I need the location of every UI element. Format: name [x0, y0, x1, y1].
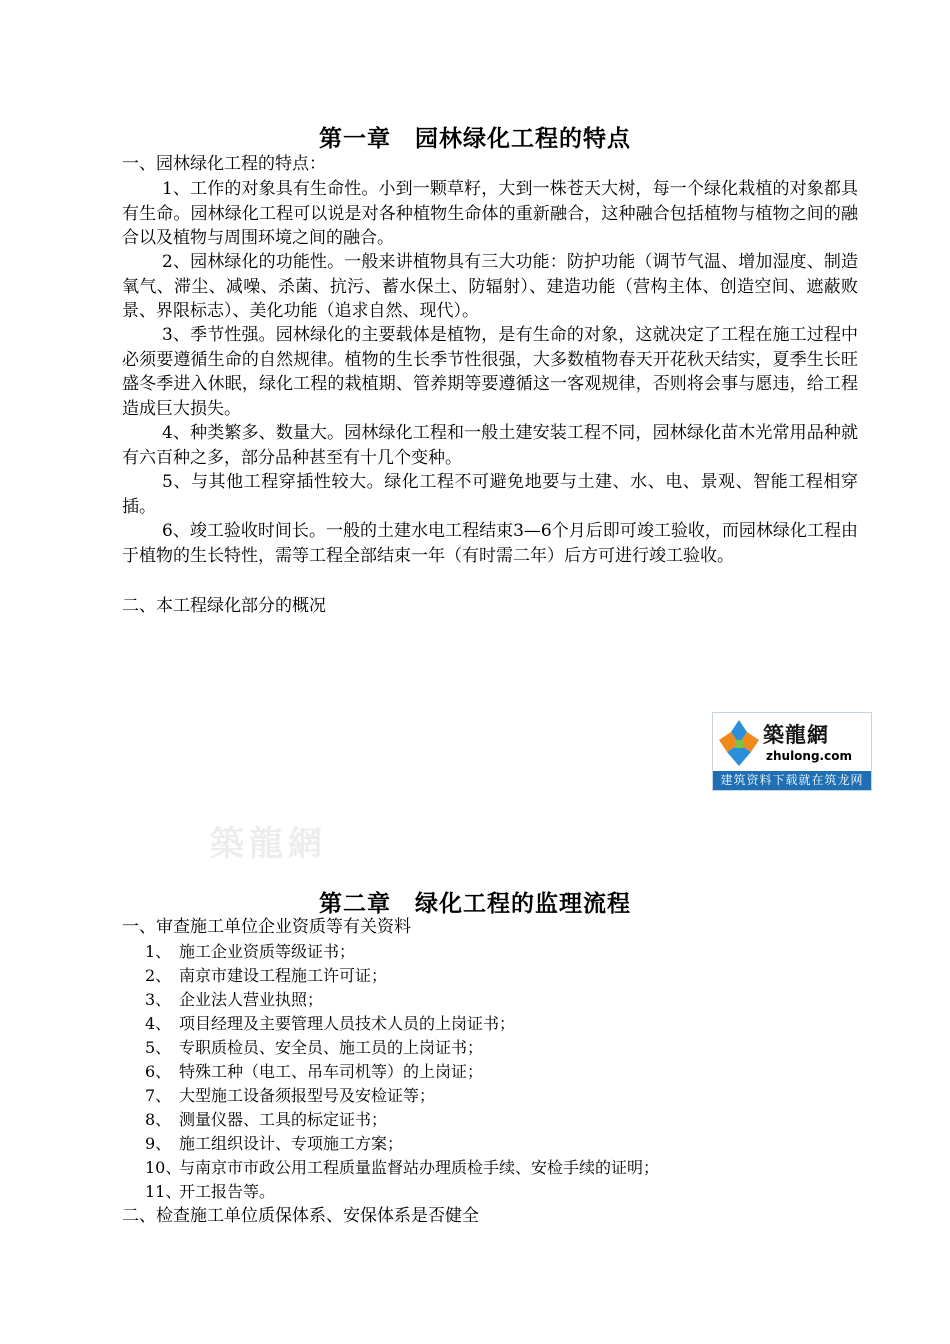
paragraph-2: 2、园林绿化的功能性。一般来讲植物具有三大功能：防护功能（调节气温、增加湿度、制造氧气、滞尘、减噪、杀菌、抗污、蓄水保土、防辐射）、建造功能（营构主体、创造空间、遮蔽败景、界限标志）、美化功能（追求自然、现代）。: [122, 252, 858, 321]
chapter-2-section-1-heading: 一、审查施工单位企业资质等有关资料: [122, 917, 411, 937]
zhulong-logo: [712, 712, 872, 791]
list-item: 3、 企业法人营业执照；: [145, 990, 324, 1009]
section-2-heading: 二、本工程绿化部分的概况: [122, 596, 326, 616]
list-item: 6、 特殊工种（电工、吊车司机等）的上岗证；: [145, 1062, 484, 1081]
list-item: 4、 项目经理及主要管理人员技术人员的上岗证书；: [145, 1014, 516, 1033]
list-item: 8、 测量仪器、工具的标定证书；: [145, 1110, 388, 1129]
paragraph-3: 3、季节性强。园林绿化的主要载体是植物，是有生命的对象，这就决定了工程在施工过程中必须要遵循生命的自然规律。植物的生长季节性很强，大多数植物春天开花秋天结实，夏季生长旺盛冬季进入休眠，绿化工程的栽植期、管养期等要遵循这一客观规律，否则将会事与愿违，给工程造成巨大损失。: [122, 325, 858, 419]
list-item: 9、 施工组织设计、专项施工方案；: [145, 1134, 404, 1153]
list-item: 7、 大型施工设备须报型号及安检证等；: [145, 1086, 436, 1105]
logo-slogan: 建筑资料下载就在筑龙网: [713, 771, 871, 790]
watermark: 築龍網: [210, 824, 327, 864]
list-item: 2、 南京市建设工程施工许可证；: [145, 966, 388, 985]
zhulong-logo-icon: [717, 718, 761, 768]
list-item: 11、开工报告等。: [145, 1182, 276, 1201]
chapter-2-title: 第二章 绿化工程的监理流程: [319, 890, 631, 917]
paragraph-5: 5、与其他工程穿插性较大。绿化工程不可避免地要与土建、水、电、景观、智能工程相穿插。: [122, 472, 858, 517]
section-1-heading: 一、园林绿化工程的特点：: [122, 154, 326, 174]
paragraph-6: 6、竣工验收时间长。一般的土建水电工程结束3—6个月后即可竣工验收，而园林绿化工程由于植物的生长特性，需等工程全部结束一年（有时需二年）后方可进行竣工验收。: [122, 521, 858, 566]
chapter-1-title: 第一章 园林绿化工程的特点: [319, 125, 631, 152]
logo-brand: 築龍網: [763, 722, 829, 747]
chapter-2-section-2-heading: 二、检查施工单位质保体系、安保体系是否健全: [122, 1206, 479, 1226]
paragraph-4: 4、种类繁多、数量大。园林绿化工程和一般土建安装工程不同，园林绿化苗木光常用品种就有六百种之多，部分品种甚至有十几个变种。: [122, 423, 858, 468]
list-item: 5、 专职质检员、安全员、施工员的上岗证书；: [145, 1038, 484, 1057]
paragraph-1: 1、工作的对象具有生命性。小到一颗草籽，大到一株苍天大树，每一个绿化栽植的对象都具有生命。园林绿化工程可以说是对各种植物生命体的重新融合，这种融合包括植物与植物之间的融合以及植物与周围环境之间的融合。: [122, 179, 858, 248]
logo-domain: zhulong.com: [766, 749, 852, 763]
list-item: 1、 施工企业资质等级证书；: [145, 942, 356, 961]
list-item: 10、与南京市市政公用工程质量监督站办理质检手续、安检手续的证明；: [145, 1158, 660, 1177]
